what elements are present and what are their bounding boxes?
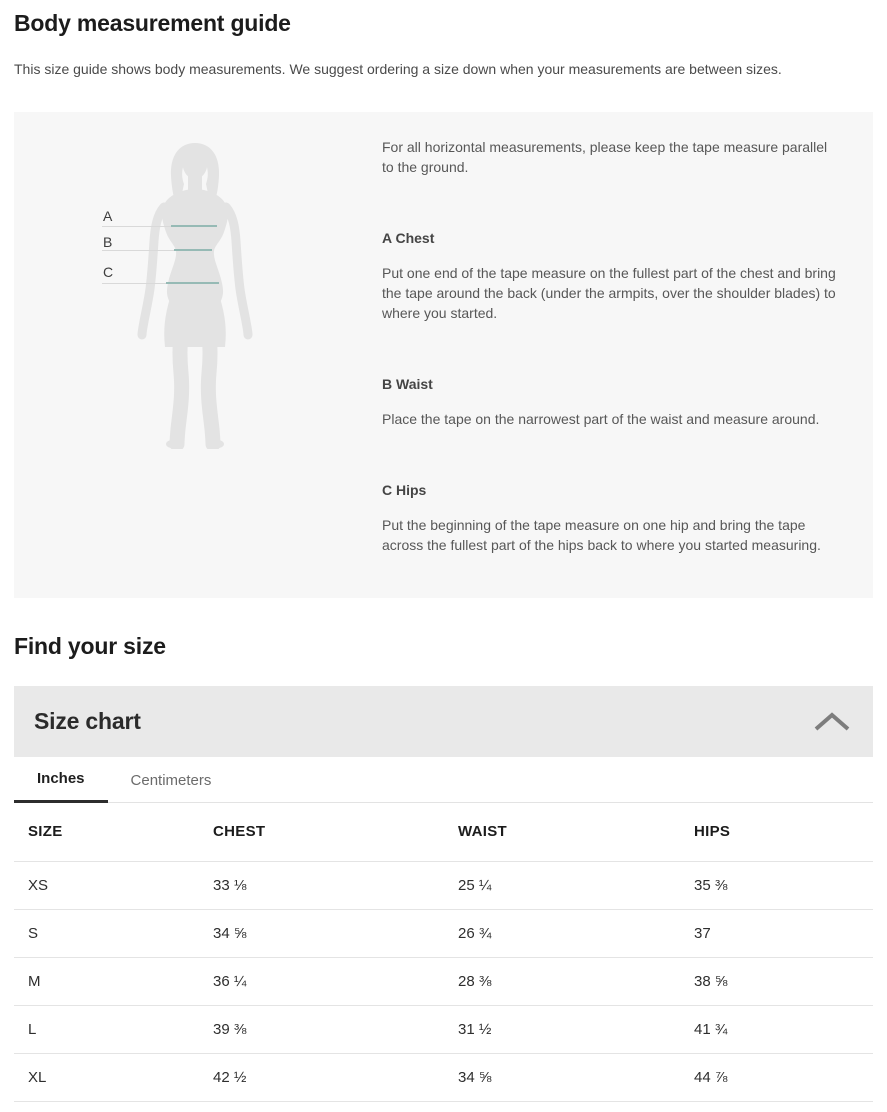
table-row-s [14,909,873,957]
measure-line-b [102,250,212,251]
section-chest-text: Put one end of the tape measure on the fullest part of the chest and bring the tape around the back (under the armpits, over the shoulder blades) to where you started. [382,265,836,321]
section-waist [382,376,841,429]
tab-inches[interactable]: Inches [14,757,108,803]
cell-waist: 34 ⅝ [444,1053,680,1101]
cell-waist: 28 ⅜ [444,957,680,1005]
measure-label-c: C [103,264,114,280]
section-waist-heading: B Waist [382,376,433,392]
table-row-l [14,1005,873,1053]
body-silhouette-figure [107,143,283,449]
section-chest [382,230,841,323]
measure-label-a: A [103,208,113,224]
cell-size: XL [14,1053,199,1101]
page-subtitle: This size guide shows body measurements. We suggest ordering a size down when your measurements are between sizes. [14,61,782,77]
cell-waist: 31 ½ [444,1005,680,1053]
cell-size: XS [14,861,199,909]
column-header-size: SIZE [14,803,199,861]
tab-centimeters[interactable]: Centimeters [130,771,212,789]
cell-size: S [14,909,199,957]
cell-waist: 25 ¼ [444,861,680,909]
cell-hips: 44 ⅞ [680,1053,873,1101]
cell-hips: 38 ⅝ [680,957,873,1005]
guide-intro-text: For all horizontal measurements, please keep the tape measure parallel to the ground. [382,139,828,175]
cell-chest: 42 ½ [199,1053,444,1101]
page-title: Body measurement guide [14,10,291,36]
cell-hips: 35 ⅜ [680,861,873,909]
cell-chest: 36 ¼ [199,957,444,1005]
cell-waist: 26 ¾ [444,909,680,957]
find-your-size-heading: Find your size [14,633,166,659]
measure-label-b: B [103,234,113,250]
measure-line-c-body-segment [166,282,219,284]
unit-tabs [14,757,873,803]
size-table-header-row [14,803,873,861]
table-row-m [14,957,873,1005]
measure-line-a [102,226,217,227]
column-header-chest: CHEST [199,803,444,861]
table-row-xs [14,861,873,909]
figure-column [14,112,368,598]
measurement-guide-panel [14,112,873,598]
section-hips [382,482,841,555]
cell-chest: 39 ⅜ [199,1005,444,1053]
size-chart-accordion-header[interactable] [14,686,873,757]
section-hips-heading: C Hips [382,482,427,498]
section-waist-text: Place the tape on the narrowest part of the waist and measure around. [382,411,820,427]
size-chart-title: Size chart [34,708,141,734]
measure-line-c [102,283,219,284]
chevron-up-icon [813,711,851,733]
column-header-hips: HIPS [680,803,873,861]
cell-hips: 41 ¾ [680,1005,873,1053]
size-table [14,803,873,1102]
table-row-xl [14,1053,873,1101]
cell-size: M [14,957,199,1005]
measure-line-a-body-segment [171,225,217,227]
cell-size: L [14,1005,199,1053]
section-hips-text: Put the beginning of the tape measure on one hip and bring the tape across the fullest part of the hips back to where you started measuring. [382,517,821,553]
section-chest-heading: A Chest [382,230,435,246]
column-header-waist: WAIST [444,803,680,861]
cell-chest: 34 ⅝ [199,909,444,957]
measure-line-b-body-segment [174,249,212,251]
measurement-instructions [368,112,873,598]
cell-hips: 37 [680,909,873,957]
cell-chest: 33 ⅛ [199,861,444,909]
